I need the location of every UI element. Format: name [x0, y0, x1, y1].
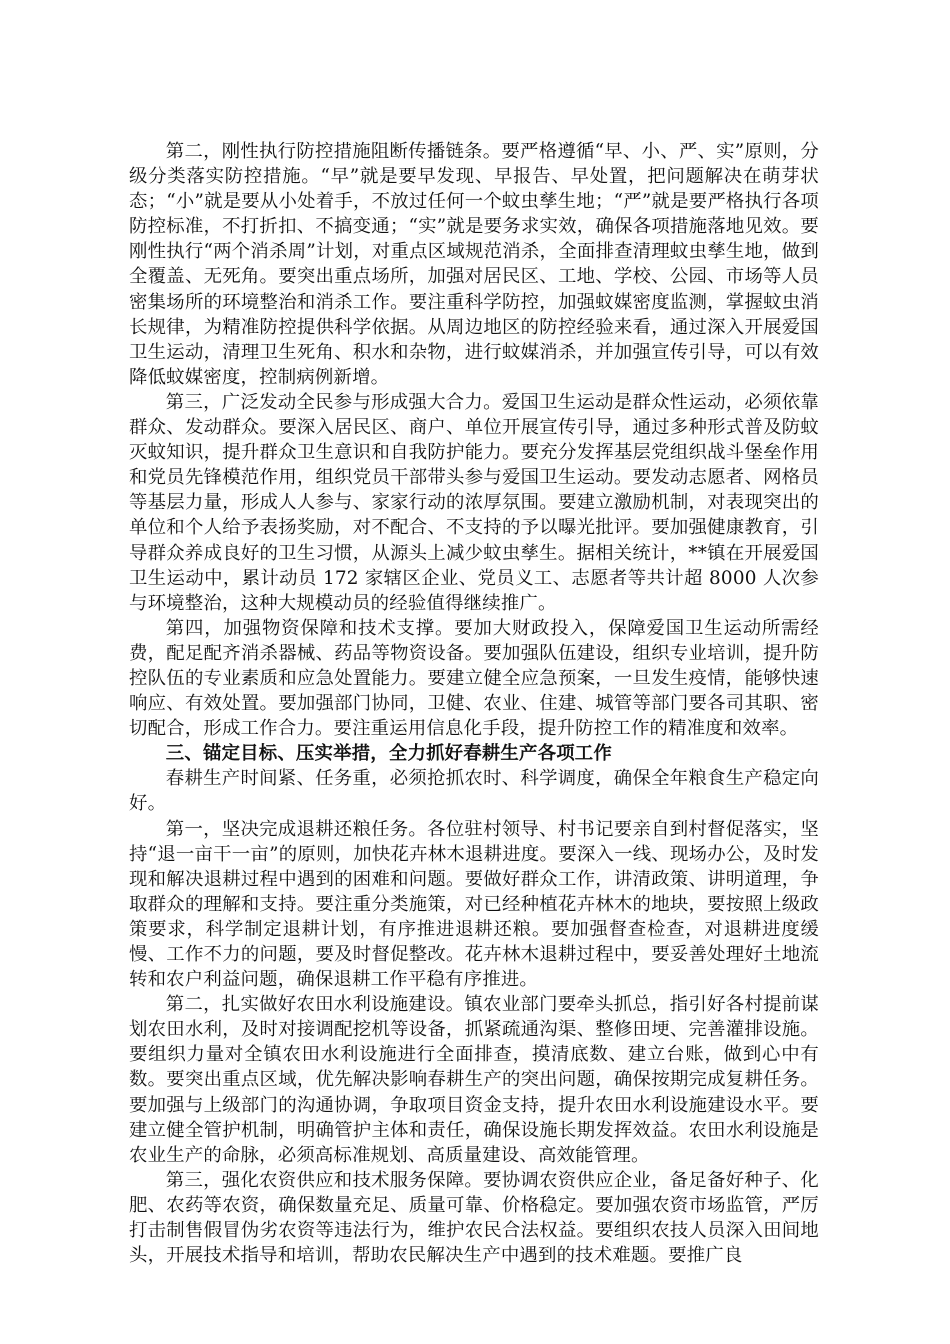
document-page [129, 139, 819, 1268]
section-heading-spring-farming: 三、锚定目标、压实举措，全力抓好春耕生产各项工作 [165, 743, 612, 765]
paragraph-spring-farming-intro: 春耕生产时间紧、任务重，必须抢抓农时、科学调度，确保全年粮食生产稳定向好。 [129, 768, 819, 815]
paragraph-epidemic-control-measures: 第二，刚性执行防控措施阻断传播链条。要严格遵循“早、小、严、实”原则，分级分类落实防控措施。“早”就是要早发现、早报告、早处置，把问题解决在萌芽状态；“小”就是要从小处着手，不放过任何一个蚊虫孳生地；“严”就是要严格执行各项防控标准，不打折扣、不搞变通；“实”就是要务求实效，确保各项措施落地见效。要刚性执行“两个消杀周”计划，对重点区域规范消杀，全面排查清理蚊虫孳生地，做到全覆盖、无死角。要突出重点场所，加强对居民区、工地、学校、公园、市场等人员密集场所的环境整治和消杀工作。要注重科学防控，加强蚊媒密度监测，掌握蚊虫消长规律，为精准防控提供科学依据。从周边地区的防控经验来看，通过深入开展爱国卫生运动，清理卫生死角、积水和杂物，进行蚊媒消杀，并加强宣传引导，可以有效降低蚊媒密度，控制病例新增。 [129, 141, 819, 388]
paragraph-return-farmland: 第一，坚决完成退耕还粮任务。各位驻村领导、村书记要亲自到村督促落实，坚持“退一亩干一亩”的原则，加快花卉林木退耕进度。要深入一线、现场办公，及时发现和解决退耕过程中遇到的困难和问题。要做好群众工作，讲清政策、讲明道理，争取群众的理解和支持。要注重分类施策，对已经种植花卉林木的地块，要按照上级政策要求，科学制定退耕计划，有序推进退耕还粮。要加强督查检查，对退耕进度缓慢、工作不力的问题，要及时督促整改。花卉林木退耕过程中，要妥善处理好土地流转和农户利益问题，确保退耕工作平稳有序推进。 [129, 818, 819, 991]
paragraph-irrigation-facilities: 第二，扎实做好农田水利设施建设。镇农业部门要牵头抓总，指引好各村提前谋划农田水利，及时对接调配挖机等设备，抓紧疏通沟渠、整修田埂、完善灌排设施。要组织力量对全镇农田水利设施进行全面排查，摸清底数、建立台账，做到心中有数。要突出重点区域，优先解决影响春耕生产的突出问题，确保按期完成复耕任务。要加强与上级部门的沟通协调，争取项目资金支持，提升农田水利设施建设水平。要建立健全管护机制，明确管护主体和责任，确保设施长期发挥效益。农田水利设施是农业生产的命脉，必须高标准规划、高质量建设、高效能管理。 [129, 994, 819, 1166]
paragraph-material-support: 第四，加强物资保障和技术支撑。要加大财政投入，保障爱国卫生运动所需经费，配足配齐消杀器械、药品等物资设备。要加强队伍建设，组织专业培训，提升防控队伍的专业素质和应急处置能力。要建立健全应急预案，一旦发生疫情，能够快速响应、有效处置。要加强部门协同，卫健、农业、住建、城管等部门要各司其职、密切配合，形成工作合力。要注重运用信息化手段，提升防控工作的精准度和效率。 [129, 617, 819, 740]
paragraph-mass-mobilization: 第三，广泛发动全民参与形成强大合力。爱国卫生运动是群众性运动，必须依靠群众、发动群众。要深入居民区、商户、单位开展宣传引导，通过多种形式普及防蚊灭蚊知识，提升群众卫生意识和自我防护能力。要充分发挥基层党组织战斗堡垒作用和党员先锋模范作用，组织党员干部带头参与爱国卫生运动。要发动志愿者、网格员等基层力量，形成人人参与、家家行动的浓厚氛围。要建立激励机制，对表现突出的单位和个人给予表扬奖励，对不配合、不支持的予以曝光批评。要加强健康教育，引导群众养成良好的卫生习惯，从源头上减少蚊虫孳生。据相关统计，**镇在开展爱国卫生运动中，累计动员 172 家辖区企业、党员义工、志愿者等共计超 8000 人次参与环境整治，这种大规模动员的经验值得继续推广。 [129, 391, 819, 614]
paragraph-agricultural-supplies: 第三，强化农资供应和技术服务保障。要协调农资供应企业，备足备好种子、化肥、农药等农资，确保数量充足、质量可靠、价格稳定。要加强农资市场监管，严厉打击制售假冒伪劣农资等违法行为，维护农民合法权益。要组织农技人员深入田间地头，开展技术指导和培训，帮助农民解决生产中遇到的技术难题。要推广良 [129, 1169, 819, 1267]
